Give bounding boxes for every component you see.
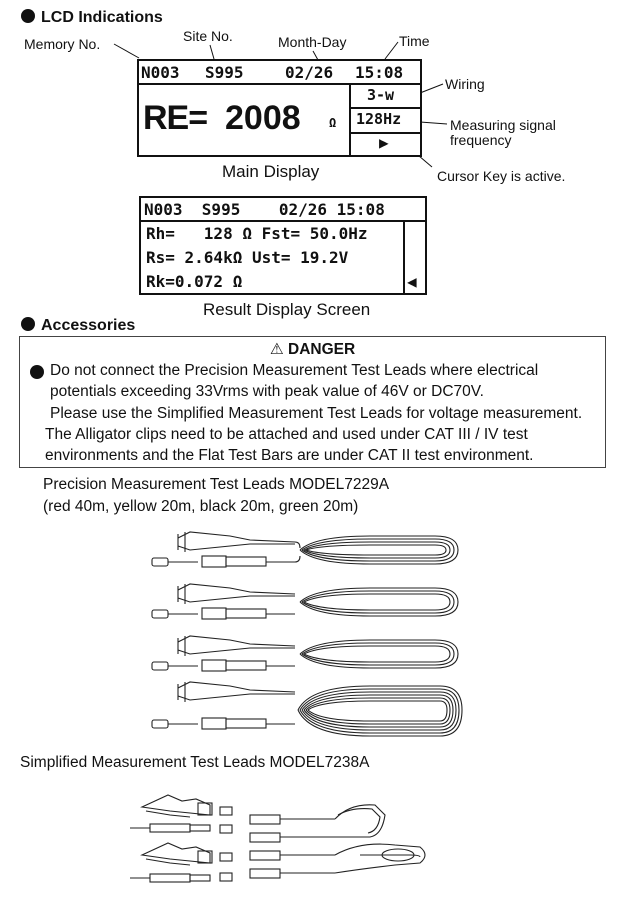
precision-leads-subtitle: (red 40m, yellow 20m, black 20m, green 20m): [43, 498, 359, 515]
alligator-clip: [142, 843, 212, 865]
danger-line-1: Do not connect the Precision Measurement Test Leads where electrical: [50, 362, 539, 379]
danger-bullet-icon: [30, 365, 44, 379]
accessories-heading: [21, 317, 135, 335]
main-display-side-divider: [349, 83, 351, 155]
main-display-unit: Ω: [329, 116, 337, 130]
result-display-header: N003 S995 02/26 15:08: [144, 200, 385, 219]
precision-lead-set: [152, 636, 458, 671]
main-display: [137, 59, 422, 157]
precision-lead-set: [152, 584, 458, 619]
danger-line-5: environments and the Flat Test Bars are under CAT II test environment.: [45, 447, 534, 464]
lcd-section-title: LCD Indications: [41, 9, 163, 26]
result-display-divider: [141, 220, 425, 222]
danger-line-4: The Alligator clips need to be attached and used under CAT III / IV test: [45, 426, 528, 443]
result-display-caption: Result Display Screen: [203, 300, 371, 319]
signal-frequency-label-line2: frequency: [450, 132, 512, 148]
signal-frequency-label-line1: Measuring signal: [450, 117, 556, 133]
cursor-key-label: Cursor Key is active.: [437, 168, 566, 184]
result-display-row-rk: Rk=0.072 Ω: [146, 272, 243, 291]
accessories-title: Accessories: [41, 317, 136, 334]
result-display-row-rh: Rh= 128 Ω Fst= 50.0Hz: [146, 224, 368, 243]
main-display-date: 02/26: [285, 63, 334, 82]
alligator-clip: [142, 795, 212, 817]
main-display-divider: [139, 83, 420, 85]
precision-leads-title: Precision Measurement Test Leads MODEL7229A: [43, 476, 390, 493]
main-display-reading-label: RE=: [143, 99, 208, 137]
precision-leads-illustration: [140, 520, 480, 745]
result-display: [139, 196, 427, 295]
result-display-side-divider: [403, 222, 405, 293]
main-display-side-line-1: [351, 107, 420, 109]
wiring-label: Wiring: [445, 76, 485, 92]
simplified-leads-illustration: [120, 785, 460, 900]
precision-lead-set: [152, 682, 462, 736]
month-day-label: Month-Day: [278, 34, 347, 50]
simplified-leads-title: Simplified Measurement Test Leads MODEL7238A: [20, 754, 370, 771]
main-display-site: S995: [205, 63, 244, 82]
result-display-cursor-icon: ◀: [407, 272, 417, 291]
main-display-cursor-icon: ▶: [379, 133, 389, 152]
memory-no-label: Memory No.: [24, 36, 101, 52]
time-label: Time: [399, 33, 430, 49]
main-display-reading-value: 2008: [225, 99, 301, 137]
danger-line-2: potentials exceeding 33Vrms with peak value of 46V or DC70V.: [50, 383, 484, 400]
main-display-memory: N003: [141, 63, 180, 82]
site-no-label: Site No.: [183, 28, 233, 44]
cable-plugs: [250, 805, 425, 878]
danger-heading: ⚠ DANGER: [269, 341, 356, 358]
danger-line-3: Please use the Simplified Measurement Test Leads for voltage measurement.: [50, 405, 583, 422]
main-display-caption: Main Display: [222, 162, 320, 181]
precision-lead-set: [152, 532, 458, 567]
main-display-time: 15:08: [355, 63, 404, 82]
result-display-row-rs: Rs= 2.64kΩ Ust= 19.2V: [146, 248, 349, 267]
main-display-wiring: 3-w: [367, 86, 395, 104]
danger-box: [19, 336, 606, 468]
bullet-icon: [21, 317, 35, 331]
main-display-frequency: 128Hz: [356, 110, 402, 128]
